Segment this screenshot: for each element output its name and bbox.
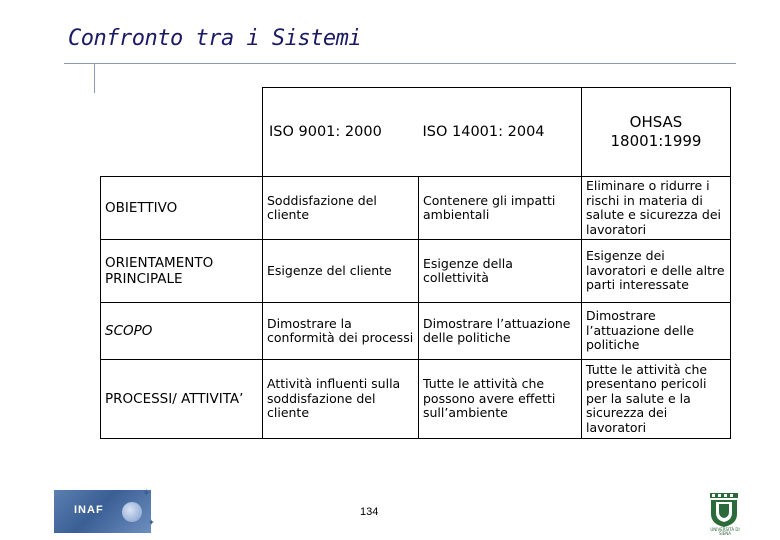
header-ohsas: OHSAS 18001:1999 <box>582 88 731 177</box>
inaf-logo-text: INAF <box>74 504 104 516</box>
table-cell: Dimostrare la conformità dei processi <box>263 303 419 360</box>
university-shield-icon <box>704 492 744 528</box>
star-icon: ✦ <box>142 488 151 499</box>
page-number: 134 <box>360 506 379 518</box>
table-cell: Dimostrare l’attuazione delle politiche <box>419 303 582 360</box>
planet-icon <box>122 502 142 522</box>
university-logo <box>704 492 744 538</box>
row-label-obiettivo: OBIETTIVO <box>101 177 263 240</box>
comparison-table <box>100 87 731 439</box>
table-cell: Dimostrare l’attuazione delle politiche <box>582 303 731 360</box>
table-cell: Esigenze dei lavoratori e delle altre parti interessate <box>582 240 731 303</box>
inaf-logo <box>54 488 155 533</box>
table-header-row <box>101 88 731 177</box>
university-logo-text: UNIVERSITÀ DI SIENA <box>710 527 740 536</box>
row-label-orientamento: ORIENTAMENTO PRINCIPALE <box>101 240 263 303</box>
header-empty-cell <box>101 88 263 177</box>
table-cell: Tutte le attività che presentano pericoli per la salute e la sicurezza dei lavoratori <box>582 360 731 439</box>
table-row <box>101 303 731 360</box>
row-label-scopo: SCOPO <box>101 303 263 360</box>
table-row <box>101 177 731 240</box>
table-cell: Soddisfazione del cliente <box>263 177 419 240</box>
row-label-processi: PROCESSI/ ATTIVITA’ <box>101 360 263 439</box>
table-cell: Eliminare o ridurre i rischi in materia di salute e sicurezza dei lavoratori <box>582 177 731 240</box>
table-cell: Tutte le attività che possono avere effetti sull’ambiente <box>419 360 582 439</box>
page-title: Confronto tra i Sistemi <box>68 26 362 51</box>
title-accent-line <box>94 63 95 93</box>
title-underline <box>64 63 736 64</box>
header-iso9001: ISO 9001: 2000 <box>263 88 419 177</box>
table-cell: Attività influenti sulla soddisfazione del cliente <box>263 360 419 439</box>
table-cell: Contenere gli impatti ambientali <box>419 177 582 240</box>
table-row <box>101 360 731 439</box>
table-row <box>101 240 731 303</box>
table-cell: Esigenze della collettività <box>419 240 582 303</box>
table-cell: Esigenze del cliente <box>263 240 419 303</box>
header-iso14001: ISO 14001: 2004 <box>419 88 582 177</box>
star-icon: ✦ <box>148 518 155 527</box>
